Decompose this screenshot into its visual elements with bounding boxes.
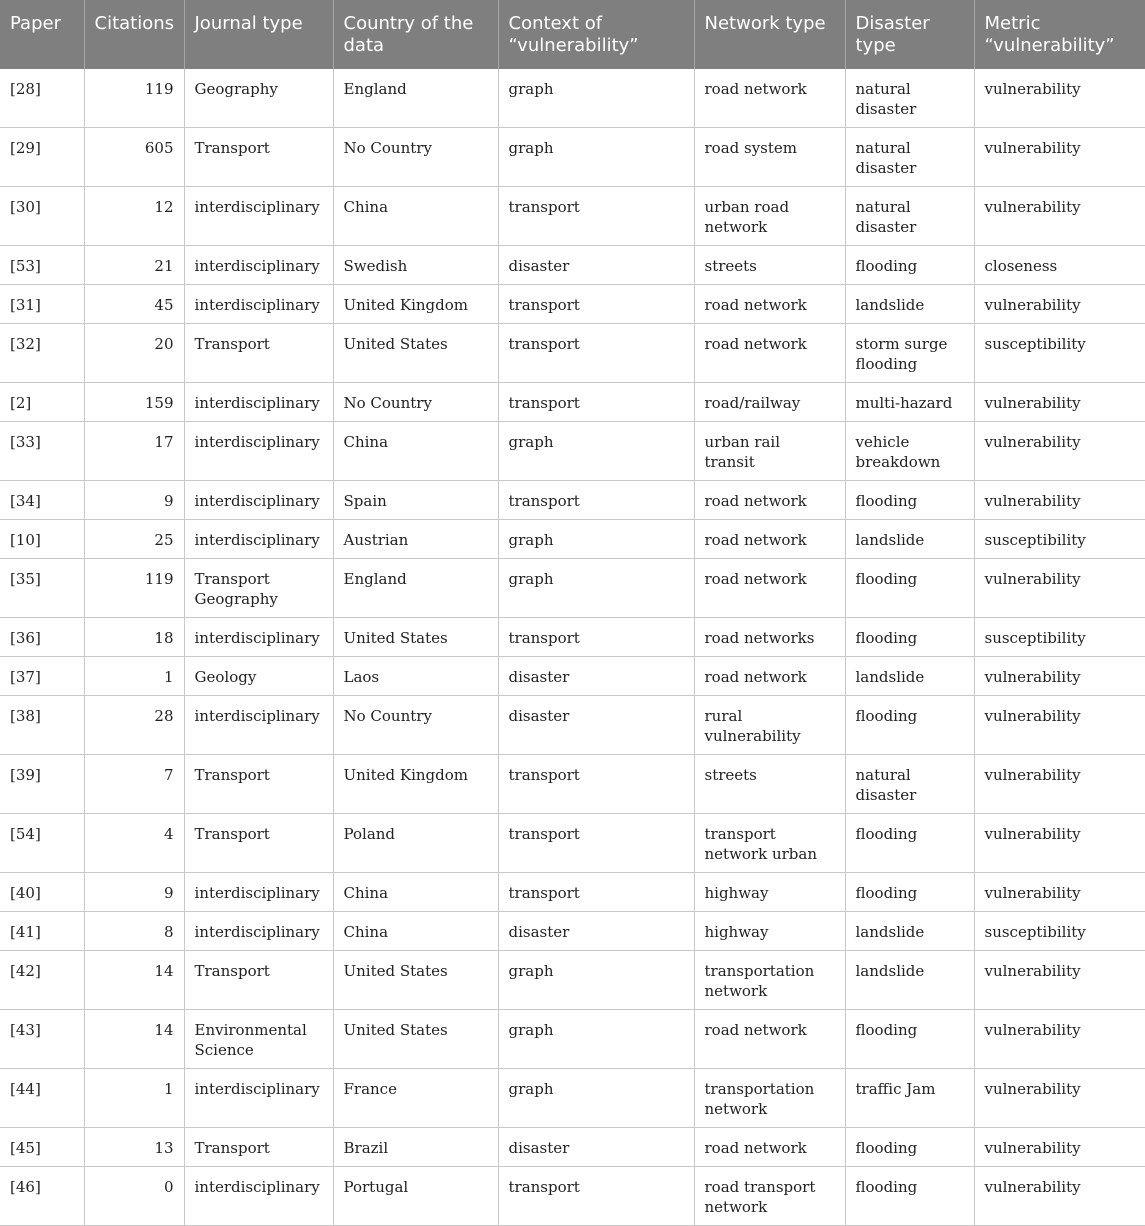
- metric-cell: susceptibility: [974, 324, 1145, 383]
- network-type-cell: road network: [694, 481, 845, 520]
- citations-cell: 1: [84, 1069, 184, 1128]
- paper-cell: [45]: [0, 1128, 84, 1167]
- country-cell: China: [333, 912, 498, 951]
- citations-cell: 25: [84, 520, 184, 559]
- disaster-type-cell: flooding: [845, 814, 974, 873]
- context-cell: disaster: [498, 657, 694, 696]
- paper-cell: [37]: [0, 657, 84, 696]
- journal-type-cell: interdisciplinary: [184, 187, 333, 246]
- context-cell: graph: [498, 422, 694, 481]
- paper-cell: [43]: [0, 1010, 84, 1069]
- country-cell: Austrian: [333, 520, 498, 559]
- disaster-type-cell: flooding: [845, 1128, 974, 1167]
- country-cell: China: [333, 873, 498, 912]
- country-cell: China: [333, 422, 498, 481]
- context-cell: transport: [498, 1167, 694, 1226]
- network-type-cell: rural vulnerability: [694, 696, 845, 755]
- table-row: [0, 128, 1145, 187]
- network-type-cell: transport network urban: [694, 814, 845, 873]
- disaster-type-cell: flooding: [845, 1010, 974, 1069]
- network-type-cell: road/railway: [694, 383, 845, 422]
- table-row: [0, 383, 1145, 422]
- header-row: [0, 0, 1145, 69]
- paper-cell: [39]: [0, 755, 84, 814]
- header-network-type: Network type: [694, 0, 845, 69]
- table-row: [0, 324, 1145, 383]
- table-header: [0, 0, 1145, 69]
- citations-cell: 18: [84, 618, 184, 657]
- table-row: [0, 422, 1145, 481]
- network-type-cell: streets: [694, 755, 845, 814]
- country-cell: Portugal: [333, 1167, 498, 1226]
- network-type-cell: highway: [694, 873, 845, 912]
- context-cell: graph: [498, 951, 694, 1010]
- disaster-type-cell: natural disaster: [845, 128, 974, 187]
- journal-type-cell: Transport: [184, 128, 333, 187]
- citations-cell: 159: [84, 383, 184, 422]
- disaster-type-cell: landslide: [845, 951, 974, 1010]
- disaster-type-cell: multi-hazard: [845, 383, 974, 422]
- country-cell: United States: [333, 324, 498, 383]
- journal-type-cell: interdisciplinary: [184, 422, 333, 481]
- network-type-cell: road network: [694, 559, 845, 618]
- country-cell: No Country: [333, 696, 498, 755]
- metric-cell: vulnerability: [974, 187, 1145, 246]
- context-cell: transport: [498, 324, 694, 383]
- paper-cell: [41]: [0, 912, 84, 951]
- context-cell: transport: [498, 285, 694, 324]
- paper-cell: [53]: [0, 246, 84, 285]
- network-type-cell: highway: [694, 912, 845, 951]
- citations-cell: 12: [84, 187, 184, 246]
- header-paper: Paper: [0, 0, 84, 69]
- context-cell: graph: [498, 128, 694, 187]
- journal-type-cell: interdisciplinary: [184, 520, 333, 559]
- header-citations: Citations: [84, 0, 184, 69]
- metric-cell: susceptibility: [974, 912, 1145, 951]
- metric-cell: vulnerability: [974, 559, 1145, 618]
- country-cell: France: [333, 1069, 498, 1128]
- table-row: [0, 912, 1145, 951]
- metric-cell: vulnerability: [974, 69, 1145, 128]
- citations-cell: 13: [84, 1128, 184, 1167]
- table-row: [0, 1069, 1145, 1128]
- context-cell: transport: [498, 187, 694, 246]
- metric-cell: vulnerability: [974, 1069, 1145, 1128]
- table-row: [0, 657, 1145, 696]
- table-row: [0, 618, 1145, 657]
- paper-cell: [10]: [0, 520, 84, 559]
- citations-cell: 7: [84, 755, 184, 814]
- context-cell: graph: [498, 69, 694, 128]
- journal-type-cell: Geology: [184, 657, 333, 696]
- paper-cell: [46]: [0, 1167, 84, 1226]
- disaster-type-cell: flooding: [845, 246, 974, 285]
- table-row: [0, 187, 1145, 246]
- table-row: [0, 285, 1145, 324]
- paper-cell: [31]: [0, 285, 84, 324]
- header-journal-type: Journal type: [184, 0, 333, 69]
- table-row: [0, 246, 1145, 285]
- disaster-type-cell: flooding: [845, 873, 974, 912]
- journal-type-cell: Transport Geography: [184, 559, 333, 618]
- context-cell: graph: [498, 1069, 694, 1128]
- context-cell: graph: [498, 1010, 694, 1069]
- metric-cell: vulnerability: [974, 657, 1145, 696]
- journal-type-cell: Transport: [184, 951, 333, 1010]
- disaster-type-cell: flooding: [845, 1167, 974, 1226]
- context-cell: disaster: [498, 912, 694, 951]
- context-cell: disaster: [498, 1128, 694, 1167]
- citations-cell: 1: [84, 657, 184, 696]
- context-cell: graph: [498, 559, 694, 618]
- country-cell: United Kingdom: [333, 755, 498, 814]
- citations-cell: 605: [84, 128, 184, 187]
- table-row: [0, 520, 1145, 559]
- citations-cell: 8: [84, 912, 184, 951]
- citations-cell: 45: [84, 285, 184, 324]
- disaster-type-cell: flooding: [845, 559, 974, 618]
- paper-cell: [36]: [0, 618, 84, 657]
- journal-type-cell: Environmental Science: [184, 1010, 333, 1069]
- country-cell: Brazil: [333, 1128, 498, 1167]
- network-type-cell: road network: [694, 657, 845, 696]
- metric-cell: vulnerability: [974, 422, 1145, 481]
- metric-cell: susceptibility: [974, 520, 1145, 559]
- country-cell: China: [333, 187, 498, 246]
- network-type-cell: transportation network: [694, 1069, 845, 1128]
- country-cell: Swedish: [333, 246, 498, 285]
- journal-type-cell: interdisciplinary: [184, 285, 333, 324]
- country-cell: Laos: [333, 657, 498, 696]
- context-cell: transport: [498, 481, 694, 520]
- country-cell: United States: [333, 1010, 498, 1069]
- disaster-type-cell: natural disaster: [845, 69, 974, 128]
- disaster-type-cell: natural disaster: [845, 187, 974, 246]
- metric-cell: vulnerability: [974, 814, 1145, 873]
- context-cell: transport: [498, 618, 694, 657]
- journal-type-cell: interdisciplinary: [184, 246, 333, 285]
- journal-type-cell: interdisciplinary: [184, 618, 333, 657]
- country-cell: No Country: [333, 128, 498, 187]
- metric-cell: closeness: [974, 246, 1145, 285]
- context-cell: transport: [498, 873, 694, 912]
- paper-cell: [40]: [0, 873, 84, 912]
- context-cell: disaster: [498, 696, 694, 755]
- table-row: [0, 951, 1145, 1010]
- table-body: [0, 69, 1145, 1226]
- disaster-type-cell: natural disaster: [845, 755, 974, 814]
- network-type-cell: road network: [694, 520, 845, 559]
- network-type-cell: road network: [694, 1128, 845, 1167]
- paper-cell: [35]: [0, 559, 84, 618]
- paper-cell: [2]: [0, 383, 84, 422]
- country-cell: Poland: [333, 814, 498, 873]
- metric-cell: vulnerability: [974, 128, 1145, 187]
- citations-cell: 28: [84, 696, 184, 755]
- disaster-type-cell: flooding: [845, 618, 974, 657]
- disaster-type-cell: landslide: [845, 285, 974, 324]
- citations-cell: 20: [84, 324, 184, 383]
- journal-type-cell: interdisciplinary: [184, 481, 333, 520]
- disaster-type-cell: vehicle breakdown: [845, 422, 974, 481]
- table-row: [0, 873, 1145, 912]
- paper-cell: [30]: [0, 187, 84, 246]
- metric-cell: vulnerability: [974, 873, 1145, 912]
- paper-cell: [28]: [0, 69, 84, 128]
- journal-type-cell: interdisciplinary: [184, 1167, 333, 1226]
- paper-cell: [34]: [0, 481, 84, 520]
- paper-cell: [33]: [0, 422, 84, 481]
- citations-cell: 9: [84, 873, 184, 912]
- citations-cell: 119: [84, 559, 184, 618]
- disaster-type-cell: traffic Jam: [845, 1069, 974, 1128]
- header-disaster-type: Disaster type: [845, 0, 974, 69]
- disaster-type-cell: storm surge flooding: [845, 324, 974, 383]
- citations-cell: 21: [84, 246, 184, 285]
- country-cell: England: [333, 69, 498, 128]
- country-cell: Spain: [333, 481, 498, 520]
- context-cell: graph: [498, 520, 694, 559]
- metric-cell: vulnerability: [974, 481, 1145, 520]
- citations-cell: 17: [84, 422, 184, 481]
- citations-cell: 0: [84, 1167, 184, 1226]
- network-type-cell: road networks: [694, 618, 845, 657]
- paper-cell: [42]: [0, 951, 84, 1010]
- journal-type-cell: interdisciplinary: [184, 696, 333, 755]
- table-row: [0, 1010, 1145, 1069]
- country-cell: No Country: [333, 383, 498, 422]
- paper-cell: [44]: [0, 1069, 84, 1128]
- country-cell: United States: [333, 951, 498, 1010]
- context-cell: transport: [498, 755, 694, 814]
- header-context: Context of “vulnerability”: [498, 0, 694, 69]
- disaster-type-cell: landslide: [845, 912, 974, 951]
- journal-type-cell: Geography: [184, 69, 333, 128]
- country-cell: United States: [333, 618, 498, 657]
- context-cell: disaster: [498, 246, 694, 285]
- network-type-cell: road network: [694, 324, 845, 383]
- journal-type-cell: Transport: [184, 324, 333, 383]
- metric-cell: vulnerability: [974, 951, 1145, 1010]
- network-type-cell: road system: [694, 128, 845, 187]
- journal-type-cell: interdisciplinary: [184, 1069, 333, 1128]
- disaster-type-cell: landslide: [845, 520, 974, 559]
- citations-cell: 14: [84, 1010, 184, 1069]
- citations-cell: 119: [84, 69, 184, 128]
- citations-cell: 9: [84, 481, 184, 520]
- network-type-cell: road transport network: [694, 1167, 845, 1226]
- journal-type-cell: Transport: [184, 814, 333, 873]
- disaster-type-cell: flooding: [845, 696, 974, 755]
- journal-type-cell: Transport: [184, 1128, 333, 1167]
- metric-cell: vulnerability: [974, 1167, 1145, 1226]
- table-row: [0, 559, 1145, 618]
- metric-cell: vulnerability: [974, 1010, 1145, 1069]
- paper-cell: [29]: [0, 128, 84, 187]
- context-cell: transport: [498, 814, 694, 873]
- network-type-cell: road network: [694, 1010, 845, 1069]
- country-cell: England: [333, 559, 498, 618]
- metric-cell: vulnerability: [974, 1128, 1145, 1167]
- citations-cell: 14: [84, 951, 184, 1010]
- table-row: [0, 696, 1145, 755]
- table-row: [0, 69, 1145, 128]
- journal-type-cell: interdisciplinary: [184, 912, 333, 951]
- paper-cell: [32]: [0, 324, 84, 383]
- network-type-cell: road network: [694, 285, 845, 324]
- metric-cell: susceptibility: [974, 618, 1145, 657]
- header-country: Country of the data: [333, 0, 498, 69]
- context-cell: transport: [498, 383, 694, 422]
- table-row: [0, 814, 1145, 873]
- table-row: [0, 1128, 1145, 1167]
- journal-type-cell: interdisciplinary: [184, 383, 333, 422]
- network-type-cell: road network: [694, 69, 845, 128]
- paper-cell: [38]: [0, 696, 84, 755]
- metric-cell: vulnerability: [974, 696, 1145, 755]
- table-row: [0, 481, 1145, 520]
- network-type-cell: transportation network: [694, 951, 845, 1010]
- table-row: [0, 755, 1145, 814]
- metric-cell: vulnerability: [974, 755, 1145, 814]
- disaster-type-cell: flooding: [845, 481, 974, 520]
- journal-type-cell: Transport: [184, 755, 333, 814]
- paper-cell: [54]: [0, 814, 84, 873]
- journal-type-cell: interdisciplinary: [184, 873, 333, 912]
- network-type-cell: urban road network: [694, 187, 845, 246]
- header-metric: Metric “vulnerability”: [974, 0, 1145, 69]
- metric-cell: vulnerability: [974, 383, 1145, 422]
- citations-cell: 4: [84, 814, 184, 873]
- network-type-cell: streets: [694, 246, 845, 285]
- table-row: [0, 1167, 1145, 1226]
- disaster-type-cell: landslide: [845, 657, 974, 696]
- country-cell: United Kingdom: [333, 285, 498, 324]
- metric-cell: vulnerability: [974, 285, 1145, 324]
- network-type-cell: urban rail transit: [694, 422, 845, 481]
